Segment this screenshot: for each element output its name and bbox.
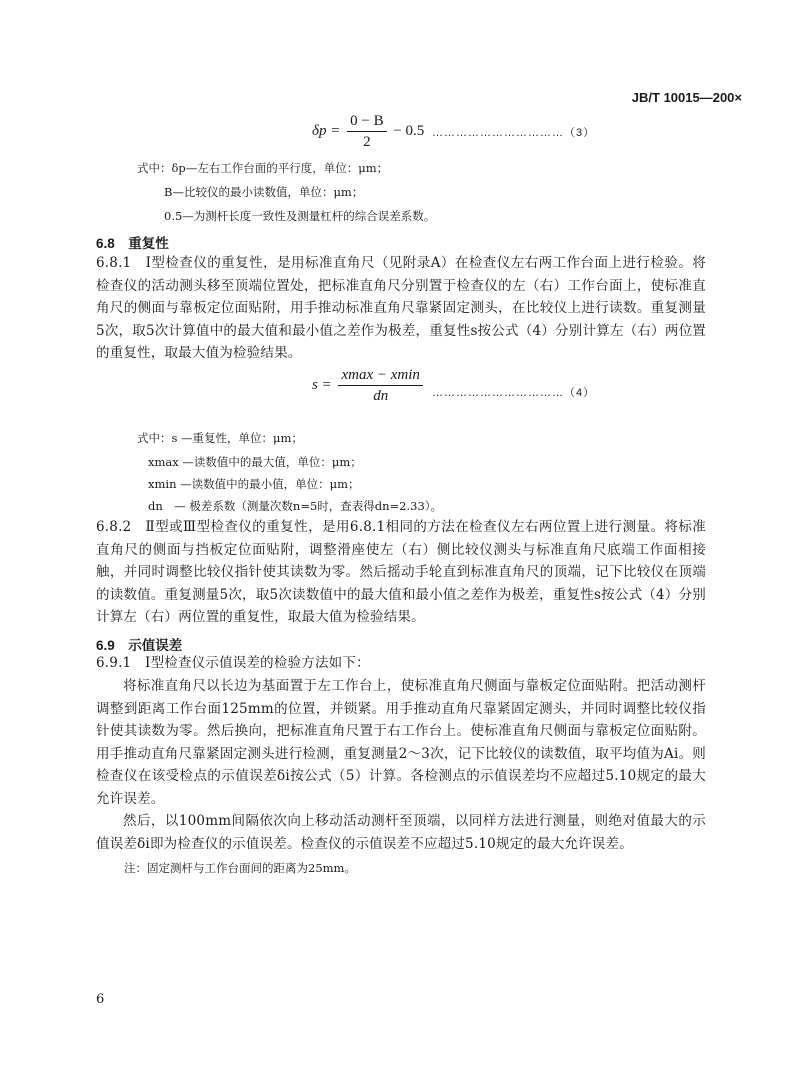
paragraph-6-9-1: 6.9.1 Ⅰ型检查仪示值误差的检验方法如下： <box>96 655 370 671</box>
equation-3-tail: − 0.5 <box>393 122 425 139</box>
equation-3-numerator: 0 − B <box>347 112 386 132</box>
page-number: 6 <box>96 992 105 1007</box>
paragraph-6-8-1: 6.8.1 Ⅰ型检查仪的重复性，是用标准直角尺（见附录A）在检查仪左右两工作台面上进行检验。将检查仪的活动测头移至顶端位置处，把标准直角尺分别置于检查仪的左（右）工作台面上，使标准直角尺的侧面与靠板定位面贴附，用手推动标准直角尺靠紧固定测头，在比较仪上进行读数。重复测量5次，取5次计算值中的最大值和最小值之差作为极差，重复性s按公式（4）分别计算左（右）两位置的重复性，取最大值为检验结果。 <box>96 255 706 361</box>
eq4-note-xmin: xmin —读数值中的最小值，单位：μm； <box>148 477 360 491</box>
eq4-note-xmax: xmax —读数值中的最大值，单位：μm； <box>148 455 362 469</box>
section-heading-6-8: 6.8 重复性 <box>96 236 169 251</box>
equation-3-denominator: 2 <box>363 134 371 150</box>
paragraph-then-measure: 然后，以100mm间隔依次向上移动活动测杆至顶端，以同样方法进行测量，则绝对值最大的示值误差δi即为检查仪的示值误差。检查仪的示值误差不应超过5.10规定的最大允许误差。 <box>96 813 706 852</box>
equation-4-fraction <box>338 366 422 405</box>
eq3-note-delta: 式中：δp—左右工作台面的平行度，单位：μm； <box>137 161 389 175</box>
equation-3 <box>312 112 424 151</box>
note-fixed-rod-distance: 注：固定测杆与工作台面间的距离为25mm。 <box>124 861 356 875</box>
eq3-note-coefficient: 0.5—为测杆长度一致性及测量杠杆的综合误差系数。 <box>164 209 436 223</box>
paragraph-6-8-2: 6.8.2 Ⅱ型或Ⅲ型检查仪的重复性，是用6.8.1相同的方法在检查仪左右两位置上进行测量。将标准直角尺的侧面与挡板定位面贴附，调整滑座使左（右）侧比较仪测头与标准直角尺底端工作面相接触，并同时调整比较仪指针使其读数为零。然后摇动手轮直到标准直角尺的顶端，记下比较仪在顶端的读数值。重复测量5次，取5次读数值中的最大值和最小值之差作为极差，重复性s按公式（4）分别计算左（右）两位置的重复性，取最大值为检验结果。 <box>96 519 706 625</box>
equation-4 <box>312 366 426 405</box>
equation-3-fraction <box>347 112 386 151</box>
equation-4-leader: ……………………………（4） <box>432 387 596 399</box>
section-heading-6-9: 6.9 示值误差 <box>96 638 183 653</box>
eq3-note-b: B—比较仪的最小读数值，单位：μm； <box>164 185 364 199</box>
equation-4-denominator: dn <box>373 388 389 404</box>
eq4-note-dn: dn — 极差系数（测量次数n=5时，查表得dn=2.33）。 <box>148 499 443 513</box>
eq4-note-s: 式中：s —重复性，单位：μm； <box>137 431 303 445</box>
equation-4-lhs: s = <box>312 376 332 393</box>
paragraph-placement-procedure: 将标准直角尺以长边为基面置于左工作台上，使标准直角尺侧面与靠板定位面贴附。把活动测杆调整到距离工作台面125mm的位置，并锁紧。用手推动直角尺靠紧固定测头，并同时调整比较仪指针使其读数为零。然后换向，把标准直角尺置于右工作台上。使标准直角尺侧面与靠板定位面贴附。用手推动直角尺靠紧固定测头进行检测，重复测量2～3次，记下比较仪的读数值，取平均值为Ai。则检查仪在该受检点的示值误差δi按公式（5）计算。各检测点的示值误差均不应超过5.10规定的最大允许误差。 <box>96 678 706 807</box>
equation-3-lhs: δp = <box>312 122 341 139</box>
standard-number-header: JB/T 10015—200× <box>631 90 742 105</box>
equation-4-numerator: xmax − xmin <box>338 366 422 386</box>
equation-3-leader: ……………………………（3） <box>432 127 596 139</box>
